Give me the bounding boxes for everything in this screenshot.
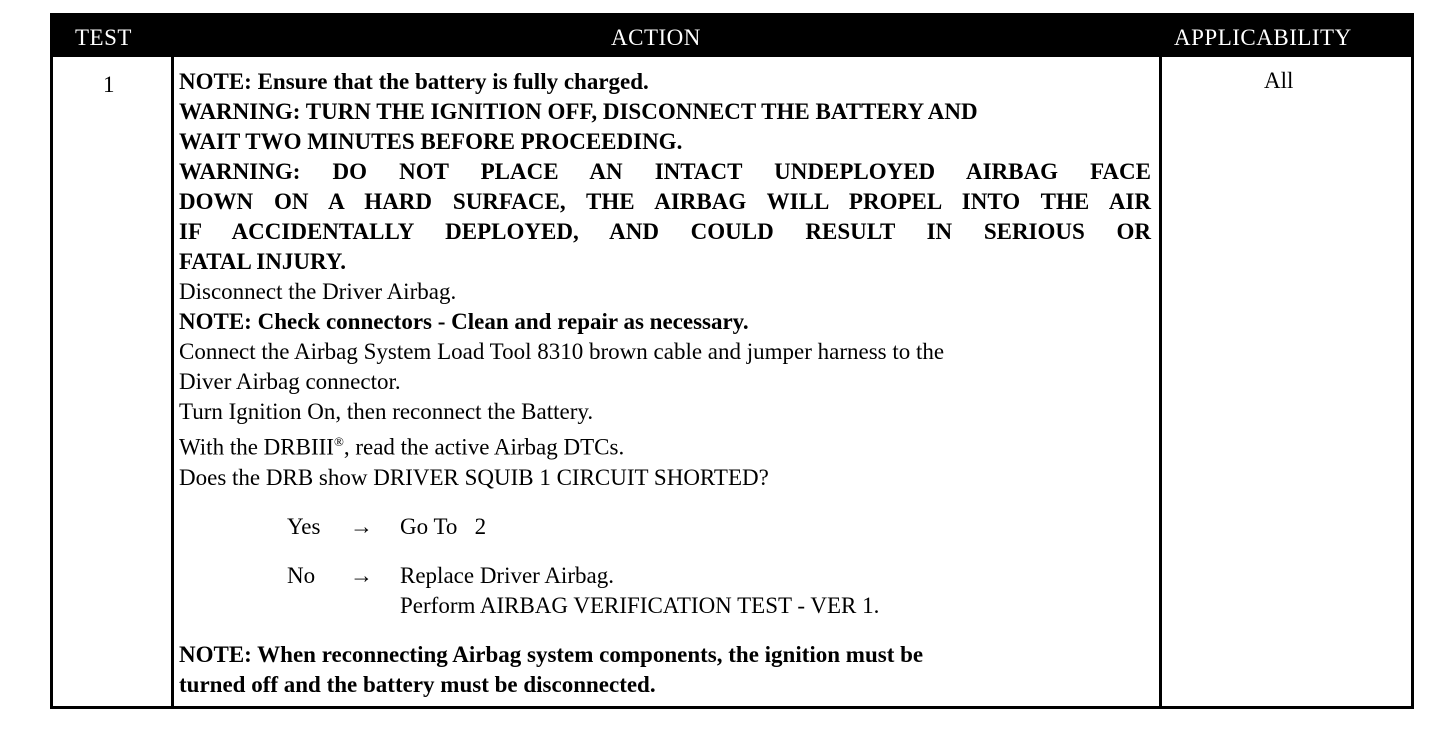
test-number: 1 xyxy=(103,72,115,97)
column-divider-test xyxy=(171,16,174,706)
diagnostic-test-table xyxy=(50,13,1414,709)
step-read-dtcs-prefix: With the DRBIII xyxy=(179,434,334,460)
choice-no-label: No xyxy=(287,562,316,588)
applicability-value: All xyxy=(1264,68,1294,93)
arrow-right-icon: → xyxy=(350,562,373,588)
choice-no-result-line-1: Replace Driver Airbag. xyxy=(400,562,614,588)
warning-ignition-line-2: WAIT TWO MINUTES BEFORE PROCEEDING. xyxy=(179,129,683,154)
choice-no xyxy=(179,561,1151,591)
registered-mark: ® xyxy=(333,434,344,449)
choice-yes-label: Yes xyxy=(287,513,321,539)
warning-airbag-line-1: WARNING: DO NOT PLACE AN INTACT UNDEPLOYED AIRBAG FACE xyxy=(179,159,1151,184)
header-test: TEST xyxy=(75,25,132,50)
final-note-line-2: turned off and the battery must be disconnected. xyxy=(179,671,656,697)
column-divider-applicability xyxy=(1159,16,1162,706)
table-header xyxy=(53,16,1411,57)
warning-airbag-line-4: FATAL INJURY. xyxy=(179,249,347,274)
header-action: ACTION xyxy=(611,25,701,50)
choice-yes xyxy=(179,512,1151,542)
warning-ignition-line-1: WARNING: TURN THE IGNITION OFF, DISCONNECT THE BATTERY AND xyxy=(179,99,978,124)
note-battery: NOTE: Ensure that the battery is fully charged. xyxy=(179,69,649,94)
question-squib-shorted: Does the DRB show DRIVER SQUIB 1 CIRCUIT SHORTED? xyxy=(179,464,769,490)
step-read-dtcs-suffix: , read the active Airbag DTCs. xyxy=(343,434,625,460)
final-note-line-1: NOTE: When reconnecting Airbag system components, the ignition must be xyxy=(179,641,924,667)
note-check-connectors: NOTE: Check connectors - Clean and repair as necessary. xyxy=(179,309,749,334)
choice-yes-result: Go To 2 xyxy=(400,513,487,539)
step-connect-load-tool-line-2: Diver Airbag connector. xyxy=(179,369,401,394)
choice-no-result-line-2: Perform AIRBAG VERIFICATION TEST - VER 1. xyxy=(400,592,880,618)
header-applicability: APPLICABILITY xyxy=(1174,25,1352,50)
answer-choices xyxy=(179,512,1151,621)
action-cell xyxy=(179,67,1151,700)
step-ignition-on: Turn Ignition On, then reconnect the Battery. xyxy=(179,399,594,424)
step-read-dtcs xyxy=(179,427,1151,463)
warning-airbag-line-3: IF ACCIDENTALLY DEPLOYED, AND COULD RESULT IN SERIOUS OR xyxy=(179,219,1151,244)
final-note xyxy=(179,640,1151,700)
choice-no-continued xyxy=(179,591,1151,621)
step-connect-load-tool-line-1: Connect the Airbag System Load Tool 8310 brown cable and jumper harness to the xyxy=(179,339,945,364)
arrow-right-icon: → xyxy=(350,513,373,539)
warning-airbag-line-2: DOWN ON A HARD SURFACE, THE AIRBAG WILL PROPEL INTO THE AIR xyxy=(179,189,1151,214)
step-disconnect-airbag: Disconnect the Driver Airbag. xyxy=(179,279,457,304)
